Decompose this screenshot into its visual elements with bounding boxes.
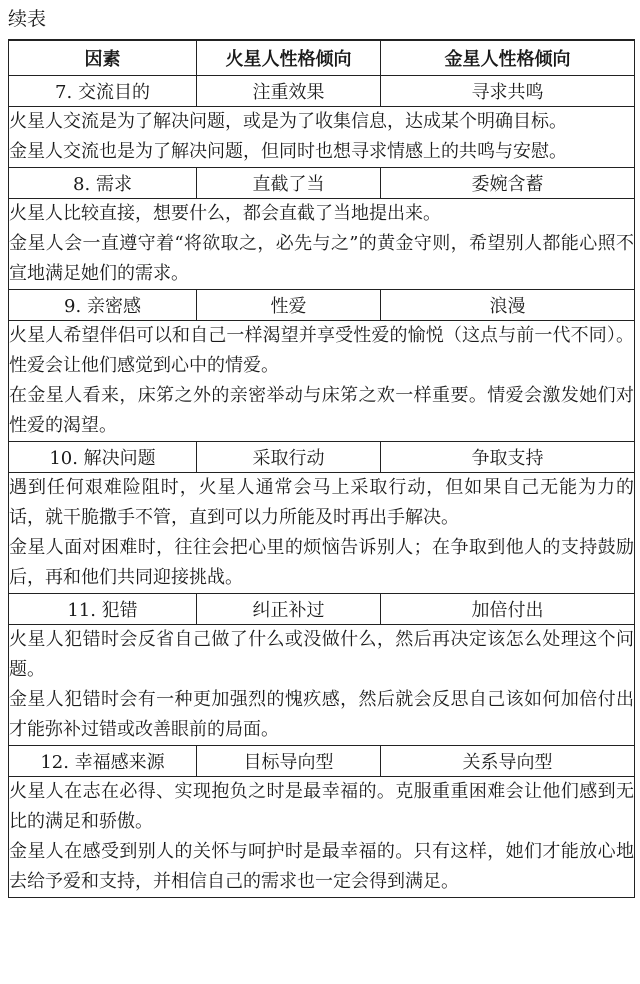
description-cell [9, 473, 635, 594]
table-caption: 续表 [8, 8, 47, 30]
mars-trait-cell: 注重效果 [197, 76, 381, 107]
venus-trait-cell: 争取支持 [381, 442, 635, 473]
venus-description: 金星人交流也是为了解决问题，但同时也想寻求情感上的共鸣与安慰。 [9, 141, 567, 162]
description-row [9, 625, 635, 746]
table-row [9, 746, 635, 777]
table-row [9, 442, 635, 473]
mars-description: 火星人希望伴侣可以和自己一样渴望并享受性爱的愉悦（这点与前一代不同）。性爱会让他们感觉到心中的情爱。 [9, 325, 634, 376]
mars-description: 火星人在志在必得、实现抱负之时是最幸福的。克服重重困难会让他们感到无比的满足和骄傲。 [9, 781, 634, 832]
description-row [9, 107, 635, 168]
description-row [9, 777, 635, 898]
venus-trait-cell: 关系导向型 [381, 746, 635, 777]
description-row [9, 473, 635, 594]
mars-trait-cell: 直截了当 [197, 168, 381, 199]
description-cell [9, 321, 635, 442]
header-row [9, 40, 635, 76]
mars-trait-cell: 纠正补过 [197, 594, 381, 625]
mars-description: 火星人交流是为了解决问题，或是为了收集信息，达成某个明确目标。 [9, 111, 567, 132]
comparison-table [8, 39, 635, 898]
factor-cell: 9. 亲密感 [9, 290, 197, 321]
factor-cell: 12. 幸福感来源 [9, 746, 197, 777]
mars-trait-cell: 采取行动 [197, 442, 381, 473]
table-row [9, 594, 635, 625]
description-cell [9, 777, 635, 898]
description-cell [9, 625, 635, 746]
factor-cell: 8. 需求 [9, 168, 197, 199]
venus-description: 金星人犯错时会有一种更加强烈的愧疚感，然后就会反思自己该如何加倍付出才能弥补过错或改善眼前的局面。 [9, 689, 634, 740]
factor-cell: 10. 解决问题 [9, 442, 197, 473]
venus-description: 金星人会一直遵守着“将欲取之，必先与之”的黄金守则，希望别人都能心照不宣地满足她们的需求。 [9, 233, 634, 284]
header-mars: 火星人性格倾向 [197, 40, 381, 76]
venus-description: 金星人面对困难时，往往会把心里的烦恼告诉别人；在争取到他人的支持鼓励后，再和他们共同迎接挑战。 [9, 537, 634, 588]
mars-trait-cell: 目标导向型 [197, 746, 381, 777]
venus-trait-cell: 委婉含蓄 [381, 168, 635, 199]
description-row [9, 199, 635, 290]
description-row [9, 321, 635, 442]
mars-description: 火星人犯错时会反省自己做了什么或没做什么，然后再决定该怎么处理这个问题。 [9, 629, 634, 680]
header-venus: 金星人性格倾向 [381, 40, 635, 76]
venus-trait-cell: 加倍付出 [381, 594, 635, 625]
header-factor: 因素 [9, 40, 197, 76]
table-row [9, 76, 635, 107]
factor-cell: 11. 犯错 [9, 594, 197, 625]
mars-trait-cell: 性爱 [197, 290, 381, 321]
table-row [9, 290, 635, 321]
table-row [9, 168, 635, 199]
mars-description: 遇到任何艰难险阻时，火星人通常会马上采取行动，但如果自己无能为力的话，就干脆撒手不管，直到可以力所能及时再出手解决。 [9, 477, 634, 528]
description-cell [9, 107, 635, 168]
venus-trait-cell: 浪漫 [381, 290, 635, 321]
venus-description: 在金星人看来，床笫之外的亲密举动与床笫之欢一样重要。情爱会激发她们对性爱的渴望。 [9, 385, 634, 436]
mars-description: 火星人比较直接，想要什么，都会直截了当地提出来。 [9, 203, 441, 224]
venus-description: 金星人在感受到别人的关怀与呵护时是最幸福的。只有这样，她们才能放心地去给予爱和支持，并相信自己的需求也一定会得到满足。 [9, 841, 634, 892]
venus-trait-cell: 寻求共鸣 [381, 76, 635, 107]
description-cell [9, 199, 635, 290]
factor-cell: 7. 交流目的 [9, 76, 197, 107]
